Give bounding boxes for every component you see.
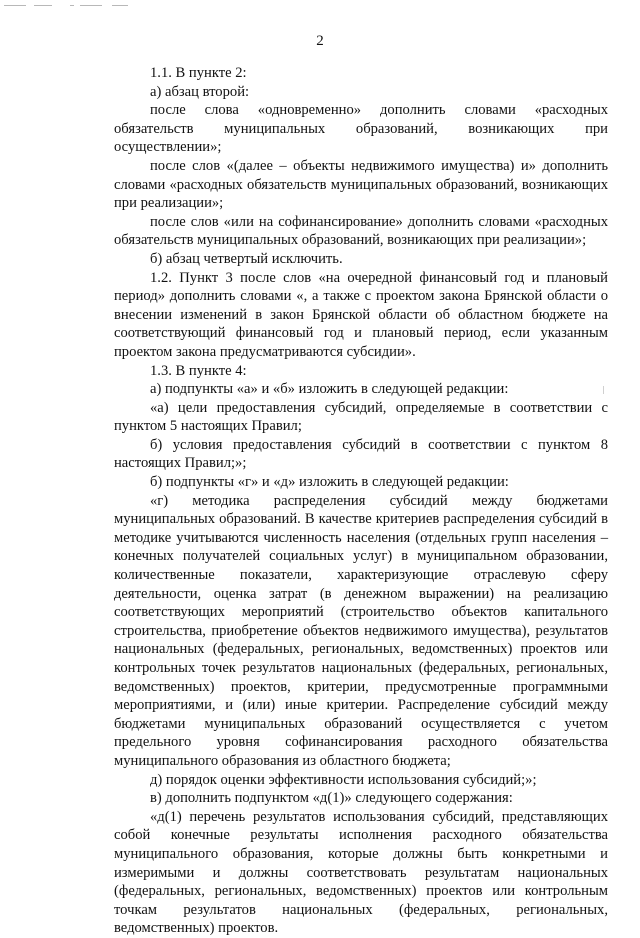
document-body: [114, 64, 608, 938]
paragraph-quote-g: «г) методика распределения субсидий между бюджетами муниципальных образований. В качестве критериев распределения субсидий в методике учитываются численность населения (отдельных групп населения – конечных получателей социальных услуг) в муниципальном образовании, количественные показатели, характеризующие отраслевую сферу деятельности, оценка затрат (в денежном выражении) на реализацию соответствующих мероприятий (строительство объектов капитального строительства, приобретение объектов недвижимого имущества), результатов национальных (федеральных, региональных, ведомственных) проектов или контрольных точек результатов национальных (федеральных, региональных, ведомственных) проектов, критерии, предусмотренные программными мероприятиями, и (или) иные критерии. Распределение субсидий между бюджетами муниципальных образований осуществляется с учетом предельного уровня софинансирования расходного обязательства муниципального образования из областного бюджета;: [114, 492, 608, 769]
paragraph-a-subitems: а) подпункты «а» и «б» изложить в следующей редакции:: [150, 381, 509, 398]
paragraph-b-subitems: б) подпункты «г» и «д» изложить в следующей редакции:: [150, 474, 509, 491]
paragraph-quote-d: д) порядок оценки эффективности использования субсидий;»;: [150, 771, 537, 788]
paragraph-after-simultaneously: после слова «одновременно» дополнить словами «расходных обязательств муниципальных образований, возникающих при осуществлении»;: [114, 102, 608, 156]
paragraph-1-2: 1.2. Пункт 3 после слов «на очередной финансовый год и плановый период» дополнить словами «, а также с проектом закона Брянской области о внесении изменений в закон Брянской области об областном бюджете на соответствующий финансовый год и плановый период, если указанным проектом закона предусматриваются субсидии».: [114, 269, 608, 360]
paragraph-1-3: 1.3. В пункте 4:: [150, 362, 247, 379]
paragraph-after-real-estate: после слов «(далее – объекты недвижимого имущества) и» дополнить словами «расходных обязательств муниципальных образований, возникающих при реализации»;: [114, 157, 608, 212]
paragraph-b-fourth: б) абзац четвертый исключить.: [150, 250, 343, 267]
page-number: 2: [316, 33, 324, 49]
paragraph-a-second: а) абзац второй:: [150, 83, 250, 100]
scan-artifact: [4, 4, 134, 8]
paragraph-quote-b: б) условия предоставления субсидий в соответствии с пунктом 8 настоящих Правил;»;: [114, 436, 608, 472]
paragraph-quote-a: «а) цели предоставления субсидий, определяемые в соответствии с пунктом 5 настоящих Правил;: [114, 399, 608, 435]
paragraph-after-cofinancing: после слов «или на софинансирование» дополнить словами «расходных обязательств муниципальных образований, возникающих при реализации»;: [114, 213, 608, 249]
paragraph-quote-d1: «д(1) перечень результатов использования субсидий, представляющих собой конечные результаты исполнения расходного обязательства муниципального образования, которые должны быть конкретными и измеримыми и должны соответствовать результатам национальных (федеральных, региональных, ведомственных) проектов или контрольным точкам результатов национальных (федеральных, региональных, ведомственных) проектов.: [114, 808, 608, 937]
paragraph-v-add: в) дополнить подпунктом «д(1)» следующего содержания:: [150, 790, 513, 807]
paragraph-1-1: 1.1. В пункте 2:: [150, 65, 247, 81]
